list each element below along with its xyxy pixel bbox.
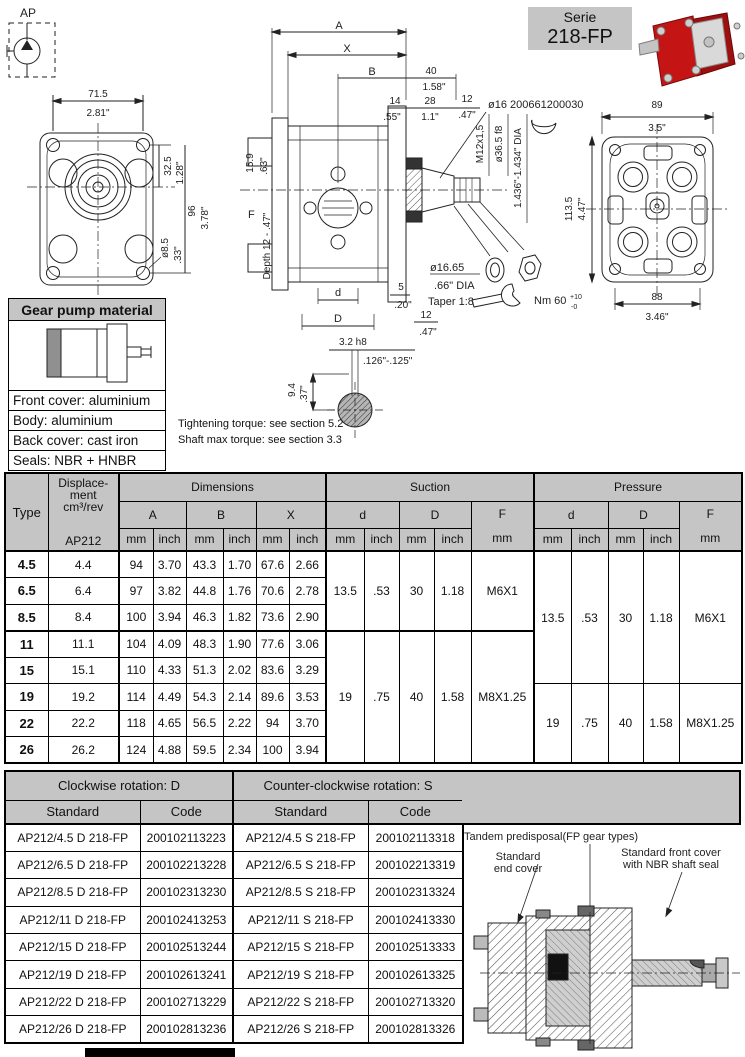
spec-cell: 3.29 <box>289 657 326 684</box>
col-header-pressure-d: d <box>534 501 608 528</box>
spec-cell: 2.66 <box>289 551 326 578</box>
standard-cell: AP212/26 S 218-FP <box>233 1016 368 1043</box>
dim-12-in: .47" <box>458 110 476 121</box>
pump-photo <box>633 4 745 102</box>
group-header-suction: Suction <box>326 473 534 501</box>
spec-cell: 1.18 <box>434 551 471 631</box>
spec-cell: .75 <box>571 684 608 764</box>
spec-cell: 124 <box>119 737 153 764</box>
code-cell: 200102213319 <box>368 851 463 878</box>
spec-cell: 19 <box>5 684 48 711</box>
series-badge <box>528 7 632 50</box>
codes-row <box>5 906 463 933</box>
flow-arrow-icon <box>21 40 33 50</box>
taper-dia-mm: ø16.65 <box>430 262 465 274</box>
col-header-suction-F: F mm <box>471 501 534 551</box>
displacement-header-lines: Displace- ment cm³/rev <box>58 476 109 514</box>
key-height-inch-label: .37" <box>299 385 310 403</box>
spec-cell: 100 <box>256 737 289 764</box>
front-cover-label-line2: with NBR shaft seal <box>623 859 719 871</box>
spec-cell: M8X1.25 <box>471 631 534 764</box>
displacement-model: AP212 <box>65 534 102 548</box>
spec-cell: 19 <box>534 684 571 764</box>
spec-cell: .53 <box>364 551 399 631</box>
standard-cell: AP212/15 S 218-FP <box>233 934 368 961</box>
material-row: Back cover: cast iron <box>9 430 165 450</box>
end-cover-label-line1: Standard <box>495 851 541 863</box>
standard-cell: AP212/4.5 D 218-FP <box>5 824 140 851</box>
code-header: Code <box>368 800 463 824</box>
spec-cell: 67.6 <box>256 551 289 578</box>
unit-header: inch <box>643 528 679 551</box>
code-cell: 200102713229 <box>140 988 233 1015</box>
group-header-dimensions: Dimensions <box>119 473 326 501</box>
dim-X-label: X <box>343 43 351 55</box>
col-header-pressure-F: F mm <box>679 501 742 551</box>
spec-cell: 70.6 <box>256 578 289 605</box>
order-codes-table <box>4 770 464 1044</box>
spec-cell: 2.02 <box>223 657 256 684</box>
dim-12b-mm: 12 <box>420 310 432 321</box>
codes-row <box>5 1016 463 1043</box>
spec-cell: 15 <box>5 657 48 684</box>
spec-cell: 2.34 <box>223 737 256 764</box>
standard-header: Standard <box>233 800 368 824</box>
spec-cell: 1.90 <box>223 631 256 658</box>
spec-cell: 104 <box>119 631 153 658</box>
dim-12-mm: 12 <box>461 94 473 105</box>
col-header-A: A <box>119 501 186 528</box>
pump-shaft <box>639 39 659 55</box>
series-number: 218-FP <box>547 25 613 48</box>
standard-cell: AP212/8.5 D 218-FP <box>5 879 140 906</box>
code-cell: 200102813236 <box>140 1016 233 1043</box>
dim-113-5-in: 4.47" <box>577 197 588 221</box>
standard-header: Standard <box>5 800 140 824</box>
spec-cell: 8.4 <box>48 604 119 631</box>
dim-d-label: d <box>334 287 342 299</box>
code-cell: 200102313230 <box>140 879 233 906</box>
spec-cell: 83.6 <box>256 657 289 684</box>
spec-cell: 4.5 <box>5 551 48 578</box>
dim-D-label: D <box>334 313 342 325</box>
spec-cell: 48.3 <box>186 631 223 658</box>
key-height-label: 9.4 <box>287 383 298 397</box>
code-cell: 200102613325 <box>368 961 463 988</box>
unit-header: mm <box>399 528 434 551</box>
spec-cell: 1.18 <box>643 551 679 684</box>
spec-cell: 22 <box>5 710 48 737</box>
spec-cell: 15.1 <box>48 657 119 684</box>
spec-cell: 3.82 <box>153 578 186 605</box>
col-header-type: Type <box>5 473 48 551</box>
key-width-inch-label: .126"-.125" <box>363 356 413 367</box>
spec-cell: 77.6 <box>256 631 289 658</box>
standard-cell: AP212/22 D 218-FP <box>5 988 140 1015</box>
spec-cell: 43.3 <box>186 551 223 578</box>
code-cell: 200102613241 <box>140 961 233 988</box>
spec-cell: 11.1 <box>48 631 119 658</box>
spec-cell: 1.58 <box>434 631 471 764</box>
spec-cell: 40 <box>608 684 643 764</box>
col-header-X: X <box>256 501 326 528</box>
dim-89-in: 3.5" <box>648 123 666 134</box>
spec-cell: 114 <box>119 684 153 711</box>
code-cell: 200102513244 <box>140 934 233 961</box>
spec-cell: 11 <box>5 631 48 658</box>
spec-cell: 118 <box>119 710 153 737</box>
spec-cell: 2.22 <box>223 710 256 737</box>
dim-32-5-mm: 32.5 <box>163 156 174 176</box>
dim-71-5-in: 2.81" <box>86 108 110 119</box>
dim-A-label: A <box>335 20 343 32</box>
spec-cell: 40 <box>399 631 434 764</box>
codes-row <box>5 988 463 1015</box>
series-label: Serie <box>563 9 597 25</box>
spec-row <box>5 551 742 578</box>
front-cover-label-line1: Standard front cover <box>621 847 721 859</box>
spec-cell: .53 <box>571 551 608 684</box>
taper-label: Taper 1:8 <box>428 296 474 308</box>
spec-cell: 73.6 <box>256 604 289 631</box>
unit-header: inch <box>434 528 471 551</box>
unit-header: mm <box>326 528 364 551</box>
dim-32-5-in: 1.28" <box>175 161 186 185</box>
spec-cell: 89.6 <box>256 684 289 711</box>
spec-cell: 3.06 <box>289 631 326 658</box>
spec-cell: 59.5 <box>186 737 223 764</box>
dim-113-5-mm: 113.5 <box>564 196 575 222</box>
cw-rotation-header: Clockwise rotation: D <box>5 771 233 800</box>
standard-cell: AP212/4.5 S 218-FP <box>233 824 368 851</box>
dim-28-mm: 28 <box>424 96 436 107</box>
tandem-title: Tandem predisposal(FP gear types) <box>464 831 639 843</box>
spec-cell: 110 <box>119 657 153 684</box>
unit-header: inch <box>223 528 256 551</box>
dim-159-in: .63" <box>259 157 270 175</box>
code-cell: 200102113318 <box>368 824 463 851</box>
depth-label: Depth 12 - .47" <box>262 212 273 280</box>
dim-28-in: 1.1" <box>421 112 439 123</box>
spec-cell: 56.5 <box>186 710 223 737</box>
ccw-rotation-header: Counter-clockwise rotation: S <box>233 771 463 800</box>
spec-cell: 13.5 <box>534 551 571 684</box>
unit-header: mm <box>186 528 223 551</box>
unit-header: inch <box>571 528 608 551</box>
dim-hole-in: .33" <box>173 246 184 264</box>
dim-40-in: 1.58" <box>422 82 446 93</box>
dim-40-mm: 40 <box>425 66 437 77</box>
ap-label: AP <box>20 6 37 20</box>
thread-label: M12x1,5 <box>475 124 486 164</box>
front-view-drawing <box>25 85 215 303</box>
standard-cell: AP212/26 D 218-FP <box>5 1016 140 1043</box>
unit-header: mm <box>534 528 571 551</box>
spec-cell: 4.09 <box>153 631 186 658</box>
spec-cell: 4.88 <box>153 737 186 764</box>
spec-cell: 4.49 <box>153 684 186 711</box>
dim-96-mm: 96 <box>187 205 198 217</box>
unit-header: inch <box>153 528 186 551</box>
pump-side-icon <box>9 321 165 385</box>
code-cell: 200102413330 <box>368 906 463 933</box>
col-header-displacement <box>48 473 119 551</box>
spec-cell: 22.2 <box>48 710 119 737</box>
col-header-pressure-D: D <box>608 501 679 528</box>
spec-cell: 2.90 <box>289 604 326 631</box>
spec-cell: 1.82 <box>223 604 256 631</box>
spec-table <box>4 472 743 764</box>
codes-row <box>5 824 463 851</box>
material-row: Seals: NBR + HNBR <box>9 450 165 470</box>
codes-row <box>5 934 463 961</box>
spec-cell: 6.4 <box>48 578 119 605</box>
spec-cell: 94 <box>119 551 153 578</box>
spec-cell: .75 <box>364 631 399 764</box>
standard-cell: AP212/11 D 218-FP <box>5 906 140 933</box>
spec-cell: 2.78 <box>289 578 326 605</box>
standard-cell: AP212/11 S 218-FP <box>233 906 368 933</box>
torque-upper-tol: +10 <box>570 294 582 301</box>
standard-cell: AP212/6.5 S 218-FP <box>233 851 368 878</box>
material-box <box>8 298 166 471</box>
unit-header: mm <box>608 528 643 551</box>
col-header-suction-d: d <box>326 501 399 528</box>
spec-cell: 30 <box>399 551 434 631</box>
dim-5-in: .20" <box>394 300 412 311</box>
key-width-label: 3.2 h8 <box>339 337 367 348</box>
spec-cell: 1.58 <box>643 684 679 764</box>
note-line: Tightening torque: see section 5.2 <box>178 418 344 430</box>
note-line: Shaft max torque: see section 3.3 <box>178 434 342 446</box>
spec-cell: 3.94 <box>289 737 326 764</box>
spec-cell: 26.2 <box>48 737 119 764</box>
spec-cell: 97 <box>119 578 153 605</box>
dim-89-mm: 89 <box>651 100 663 111</box>
dim-12b-in: .47" <box>419 327 437 338</box>
spec-cell: 6.5 <box>5 578 48 605</box>
code-cell: 200102813326 <box>368 1016 463 1043</box>
spec-cell: 46.3 <box>186 604 223 631</box>
spec-cell: 3.70 <box>289 710 326 737</box>
spec-cell: 4.65 <box>153 710 186 737</box>
page-footer-bar <box>85 1048 235 1057</box>
torque-lower-tol: -0 <box>571 304 578 311</box>
spec-cell: M6X1 <box>471 551 534 631</box>
dim-96-in: 3.78" <box>200 206 211 230</box>
spec-cell: 1.70 <box>223 551 256 578</box>
col-header-B: B <box>186 501 256 528</box>
dim-5-mm: 5 <box>398 282 404 293</box>
code-cell: 200102313324 <box>368 879 463 906</box>
dim-88-in: 3.46" <box>645 312 669 323</box>
code-header: Code <box>140 800 233 824</box>
tandem-diagram <box>460 828 743 1056</box>
spec-cell: 19.2 <box>48 684 119 711</box>
key-code-label: ø16 200661200030 <box>488 99 584 111</box>
pilot-dia-mm: ø36.5 f8 <box>494 125 505 163</box>
notes <box>178 416 343 448</box>
spec-cell: 94 <box>256 710 289 737</box>
pilot-dia-in: 1.436"-1.434" DIA <box>513 128 524 208</box>
code-cell: 200102113223 <box>140 824 233 851</box>
code-cell: 200102413253 <box>140 906 233 933</box>
unit-header: inch <box>364 528 399 551</box>
spec-cell: 54.3 <box>186 684 223 711</box>
spec-cell: 100 <box>119 604 153 631</box>
spec-cell: 3.94 <box>153 604 186 631</box>
group-header-pressure: Pressure <box>534 473 742 501</box>
code-cell: 200102213228 <box>140 851 233 878</box>
material-row: Front cover: aluminium <box>9 390 165 410</box>
codes-table-spacer <box>462 770 741 825</box>
dim-14-mm: 14 <box>389 96 401 107</box>
spec-cell: 13.5 <box>326 551 364 631</box>
spec-cell: 19 <box>326 631 364 764</box>
torque-label: Nm 60 <box>534 295 567 307</box>
spec-cell: 1.76 <box>223 578 256 605</box>
dim-F-label: F <box>248 209 255 221</box>
taper-dia-in: .66" DIA <box>434 280 475 292</box>
spec-cell: 44.8 <box>186 578 223 605</box>
back-view-drawing <box>558 92 745 350</box>
code-cell: 200102713320 <box>368 988 463 1015</box>
spec-cell: 30 <box>608 551 643 684</box>
standard-cell: AP212/8.5 S 218-FP <box>233 879 368 906</box>
standard-cell: AP212/19 D 218-FP <box>5 961 140 988</box>
spec-cell: 4.4 <box>48 551 119 578</box>
spec-cell: 51.3 <box>186 657 223 684</box>
ap-pump-symbol <box>6 4 68 84</box>
spec-cell: 2.14 <box>223 684 256 711</box>
spec-cell: 26 <box>5 737 48 764</box>
spec-cell: M6X1 <box>679 551 742 684</box>
codes-row <box>5 879 463 906</box>
code-cell: 200102513333 <box>368 934 463 961</box>
unit-header: mm <box>119 528 153 551</box>
dim-71-5-mm: 71.5 <box>88 89 108 100</box>
dim-159-mm: 15.9 <box>245 153 256 173</box>
material-row: Body: aluminium <box>9 410 165 430</box>
dim-B-label: B <box>368 66 376 78</box>
standard-cell: AP212/19 S 218-FP <box>233 961 368 988</box>
spec-cell: 3.70 <box>153 551 186 578</box>
spec-cell: 3.53 <box>289 684 326 711</box>
standard-cell: AP212/15 D 218-FP <box>5 934 140 961</box>
end-cover-label-line2: end cover <box>493 863 543 875</box>
spec-cell: M8X1.25 <box>679 684 742 764</box>
spec-cell: 8.5 <box>5 604 48 631</box>
col-header-suction-D: D <box>399 501 471 528</box>
spec-cell: 4.33 <box>153 657 186 684</box>
dim-88-mm: 88 <box>651 292 663 303</box>
unit-header: mm <box>256 528 289 551</box>
codes-row <box>5 961 463 988</box>
dim-14-in: .55" <box>383 112 401 123</box>
standard-cell: AP212/6.5 D 218-FP <box>5 851 140 878</box>
material-box-title: Gear pump material <box>9 299 165 321</box>
standard-cell: AP212/22 S 218-FP <box>233 988 368 1015</box>
codes-row <box>5 851 463 878</box>
unit-header: inch <box>289 528 326 551</box>
dim-hole-mm: ø8.5 <box>160 237 171 259</box>
